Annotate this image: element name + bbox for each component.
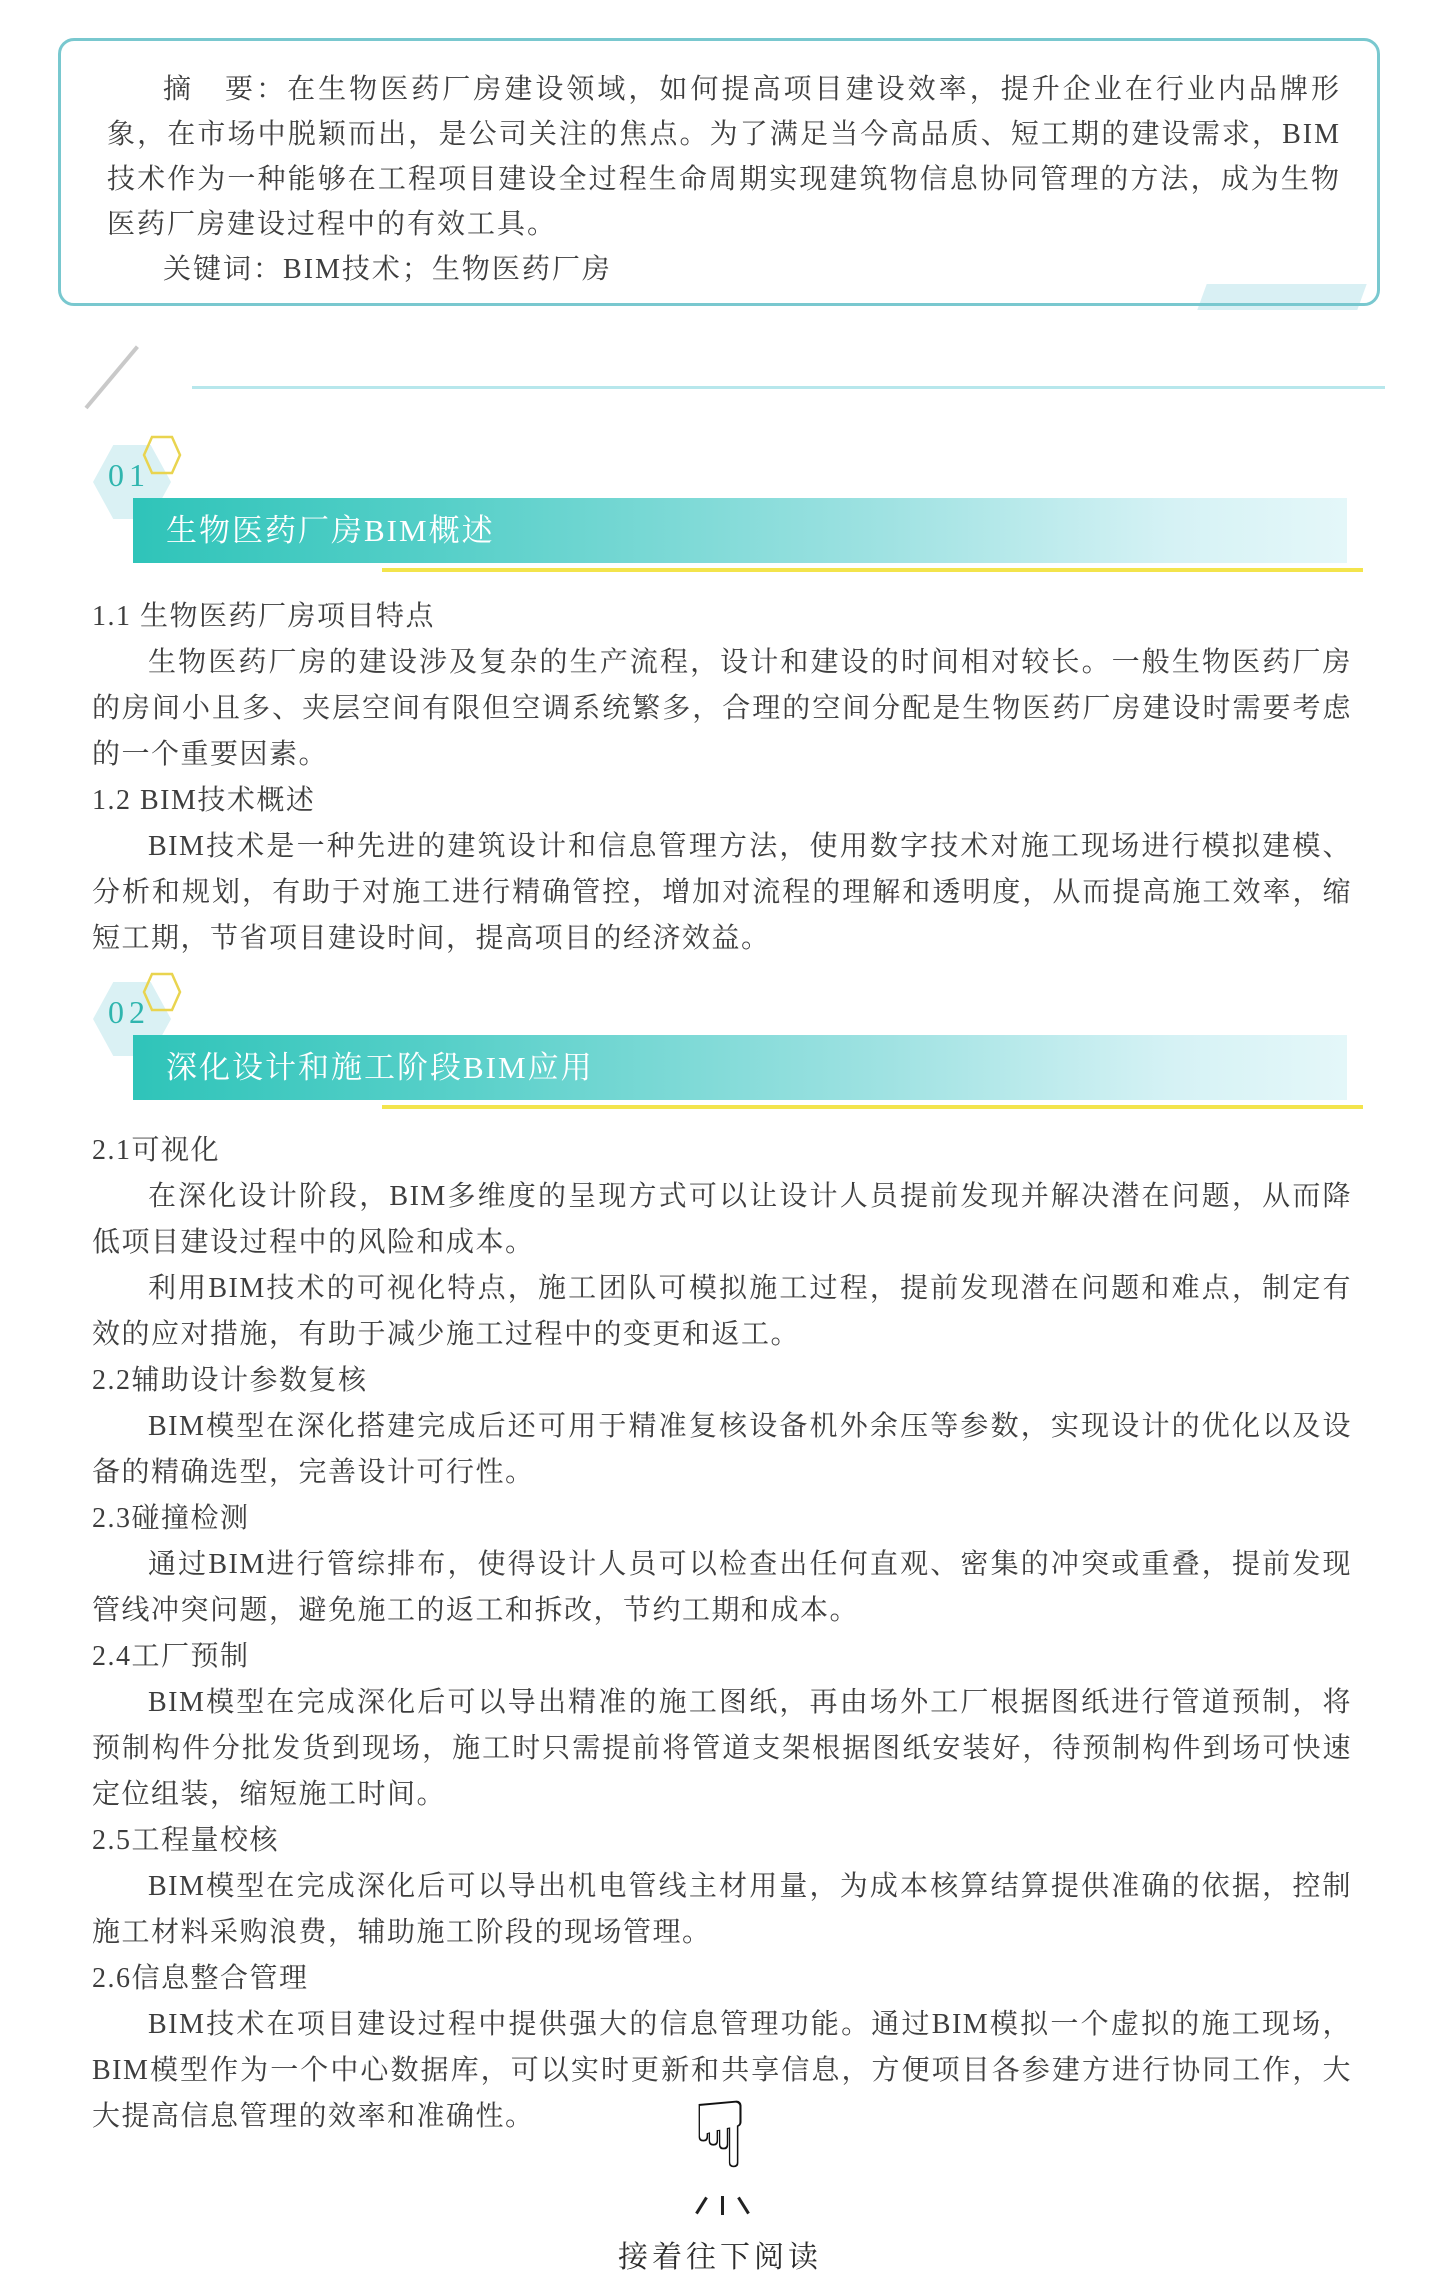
subsection-heading: 2.6信息整合管理 — [92, 1963, 309, 1994]
read-more-text: 接着往下阅读 — [618, 2241, 822, 2274]
section-01-body — [92, 594, 1352, 962]
title-underline — [382, 568, 1363, 572]
subsection-heading: 2.1可视化 — [92, 1135, 221, 1166]
section-01-header — [0, 435, 1440, 575]
diagonal-slash-decoration — [84, 345, 138, 409]
section-02-header — [0, 972, 1440, 1112]
section-number: 01 — [108, 457, 150, 493]
keywords-label: 关键词： — [163, 254, 284, 285]
section-title: 生物医药厂房BIM概述 — [166, 513, 495, 548]
paragraph: 生物医药厂房的建设涉及复杂的生产流程，设计和建设的时间相对较长。一般生物医药厂房的房间小且多、夹层空间有限但空调系统繁多，合理的空间分配是生物医药厂房建设时需要考虑的一个重要因素。 — [92, 647, 1352, 770]
subsection-heading: 2.5工程量校核 — [92, 1825, 280, 1856]
abstract-label: 摘 要： — [163, 74, 288, 105]
paragraph: 利用BIM技术的可视化特点，施工团队可模拟施工过程，提前发现潜在问题和难点，制定有效的应对措施，有助于减少施工过程中的变更和返工。 — [92, 1273, 1352, 1350]
subsection-heading: 2.3碰撞检测 — [92, 1503, 250, 1534]
title-underline — [382, 1105, 1363, 1109]
ray-middle — [721, 2196, 724, 2215]
section-title-banner — [133, 1035, 1347, 1100]
paragraph: 通过BIM进行管综排布，使得设计人员可以检查出任何直观、密集的冲突或重叠，提前发现管线冲突问题，避免施工的返工和拆改，节约工期和成本。 — [92, 1549, 1352, 1626]
paragraph: BIM模型在深化搭建完成后还可用于精准复核设备机外余压等参数，实现设计的优化以及设备的精确选型，完善设计可行性。 — [92, 1411, 1352, 1488]
ray-left — [695, 2197, 708, 2215]
abstract-text: 在生物医药厂房建设领域，如何提高项目建设效率，提升企业在行业内品牌形象，在市场中脱颖而出，是公司关注的焦点。为了满足当今高品质、短工期的建设需求，BIM技术作为一种能够在工程项目建设全过程生命周期实现建筑物信息协同管理的方法，成为生物医药厂房建设过程中的有效工具。 — [107, 74, 1341, 240]
abstract-paragraph — [107, 67, 1341, 247]
section-title-banner — [133, 498, 1347, 563]
paragraph: BIM模型在完成深化后可以导出精准的施工图纸，再由场外工厂根据图纸进行管道预制，将预制构件分批发货到现场，施工时只需提前将管道支架根据图纸安装好，待预制构件到场可快速定位组装，缩短施工时间。 — [92, 1687, 1352, 1810]
section-02-body — [92, 1128, 1352, 2140]
section-number: 02 — [108, 994, 150, 1030]
ray-right — [737, 2197, 750, 2215]
subsection-heading: 1.2 BIM技术概述 — [92, 785, 316, 816]
keywords-text: BIM技术；生物医药厂房 — [283, 254, 612, 285]
hand-pointing-down-icon: ☟ — [691, 2082, 749, 2189]
paragraph: BIM技术是一种先进的建筑设计和信息管理方法，使用数字技术对施工现场进行模拟建模、分析和规划，有助于对施工进行精确管控，增加对流程的理解和透明度，从而提高施工效率，缩短工期，节省项目建设时间，提高项目的经济效益。 — [92, 831, 1352, 954]
subsection-heading: 2.4工厂预制 — [92, 1641, 250, 1672]
ray-marks-decoration — [0, 2196, 1440, 2218]
paragraph: 在深化设计阶段，BIM多维度的呈现方式可以让设计人员提前发现并解决潜在问题，从而降低项目建设过程中的风险和成本。 — [92, 1181, 1352, 1258]
abstract-box — [58, 38, 1380, 306]
subsection-heading: 2.2辅助设计参数复核 — [92, 1365, 368, 1396]
section-divider-line — [192, 386, 1385, 389]
section-title: 深化设计和施工阶段BIM应用 — [166, 1050, 594, 1085]
subsection-heading: 1.1 生物医药厂房项目特点 — [92, 601, 436, 632]
keywords-paragraph — [107, 247, 1341, 292]
paragraph: BIM模型在完成深化后可以导出机电管线主材用量，为成本核算结算提供准确的依据，控制施工材料采购浪费，辅助施工阶段的现场管理。 — [92, 1871, 1352, 1948]
paragraph: BIM技术在项目建设过程中提供强大的信息管理功能。通过BIM模拟一个虚拟的施工现场，BIM模型作为一个中心数据库，可以实时更新和共享信息，方便项目各参建方进行协同工作，大大提高信息管理的效率和准确性。 — [92, 2009, 1352, 2132]
